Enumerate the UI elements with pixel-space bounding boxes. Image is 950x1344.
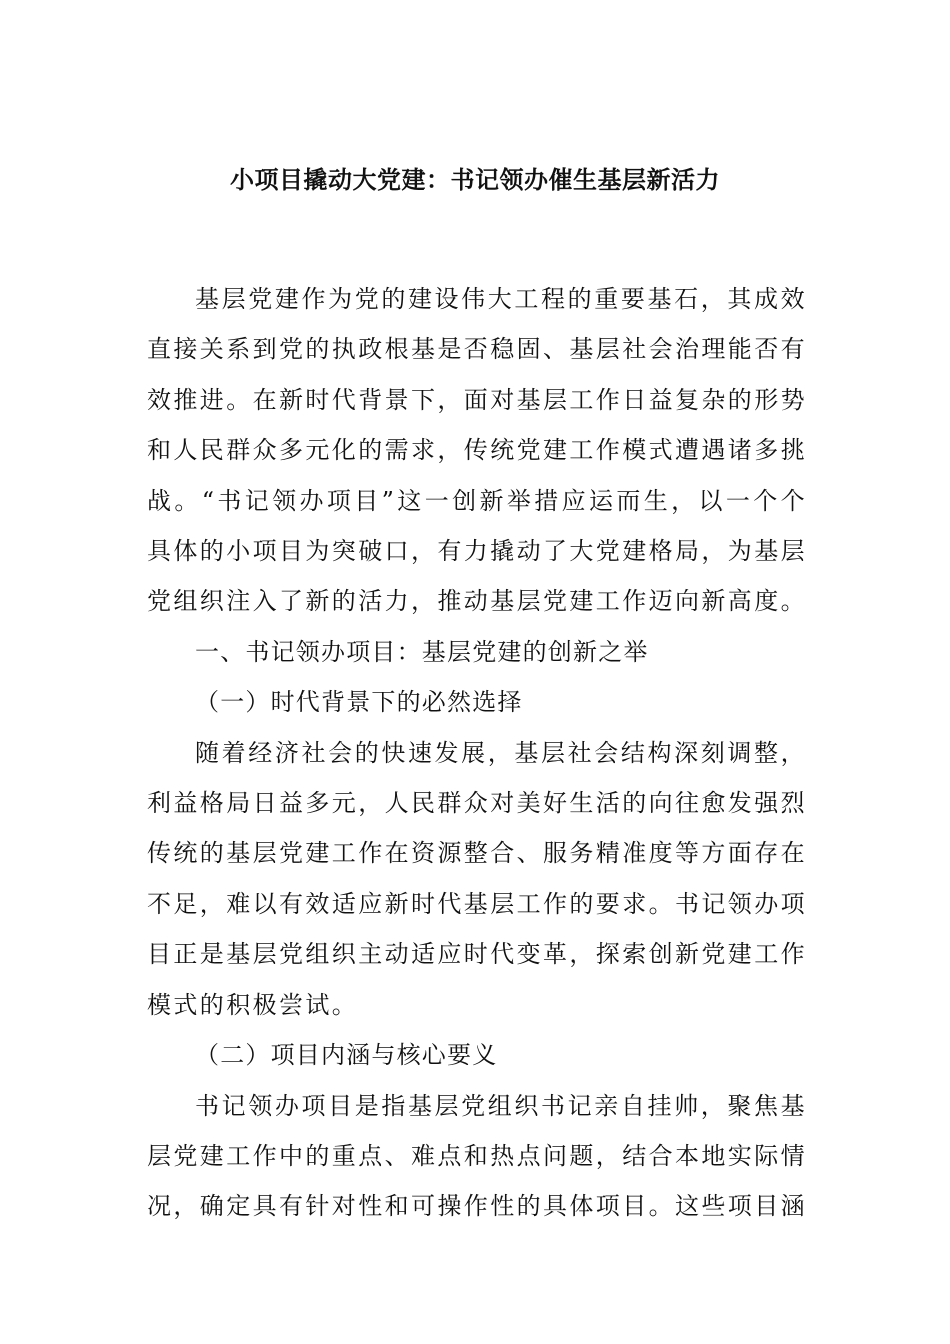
paragraph-intro: 基层党建作为党的建设伟大工程的重要基石，其成效直接关系到党的执政根基是否稳固、基层社会治理能否有效推进。在新时代背景下，面对基层工作日益复杂的形势和人民群众多元化的需求，传统党建工作模式遭遇诸多挑战。“书记领办项目”这一创新举措应运而生，以一个个具体的小项目为突破口，有力撬动了大党建格局，为基层党组织注入了新的活力，推动基层党建工作迈向新高度。 [147,285,807,616]
subsection-heading-1: （一）时代背景下的必然选择 [195,688,523,717]
subsection-heading-2: （二）项目内涵与核心要义 [195,1041,498,1070]
document-body [147,274,807,1232]
section-heading-1: 一、书记领办项目：基层党建的创新之举 [195,637,649,666]
paragraph-background: 随着经济社会的快速发展，基层社会结构深刻调整，利益格局日益多元，人民群众对美好生活的向往愈发强烈传统的基层党建工作在资源整合、服务精准度等方面存在不足，难以有效适应新时代基层工作的要求。书记领办项目正是基层党组织主动适应时代变革，探索创新党建工作模式的积极尝试。 [147,738,807,1019]
document-title: 小项目撬动大党建：书记领办催生基层新活力 [230,165,720,194]
paragraph-definition: 书记领办项目是指基层党组织书记亲自挂帅，聚焦基层党建工作中的重点、难点和热点问题，结合本地实际情况，确定具有针对性和可操作性的具体项目。这些项目涵 [147,1091,807,1221]
